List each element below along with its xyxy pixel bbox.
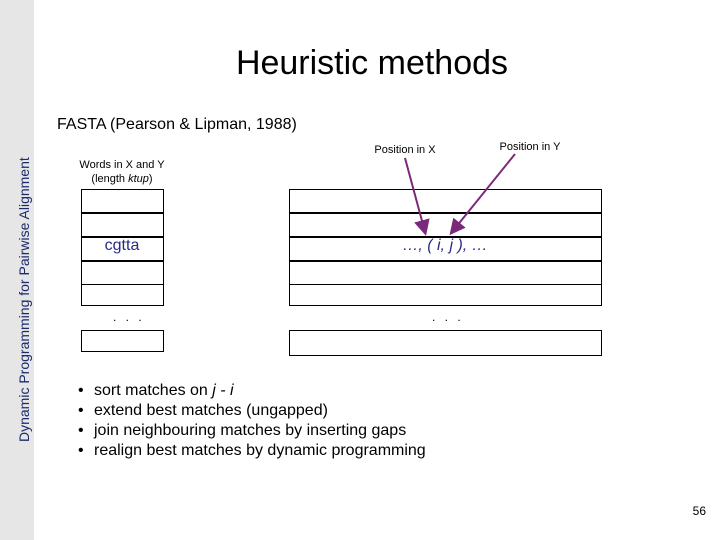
sidebar-title: Dynamic Programming for Pairwise Alignment bbox=[16, 157, 32, 442]
bullet-list bbox=[78, 381, 426, 461]
bullet-item: • join neighbouring matches by inserting gaps bbox=[78, 422, 407, 439]
ellipsis-right: . . . bbox=[432, 310, 464, 324]
slide-title: Heuristic methods bbox=[235, 44, 509, 82]
slide-subtitle: FASTA (Pearson & Lipman, 1988) bbox=[57, 116, 297, 133]
words-label-line1: Words in X and Y bbox=[79, 159, 165, 171]
arrow-position-y bbox=[452, 154, 515, 232]
position-x-label: Position in X bbox=[374, 144, 436, 156]
position-tuple: …, ( i, j ), … bbox=[402, 237, 488, 254]
page-number: 56 bbox=[692, 504, 706, 518]
position-y-label: Position in Y bbox=[499, 141, 561, 153]
bullet-item: • sort matches on j - i bbox=[78, 382, 234, 399]
bullet-item: • extend best matches (ungapped) bbox=[78, 402, 328, 419]
words-label-line2: (length ktup) bbox=[91, 173, 153, 185]
ellipsis-left: . . . bbox=[113, 310, 145, 324]
bullet-item: • realign best matches by dynamic programming bbox=[78, 442, 426, 459]
word-example: cgtta bbox=[104, 237, 140, 254]
arrow-position-x bbox=[405, 158, 425, 232]
